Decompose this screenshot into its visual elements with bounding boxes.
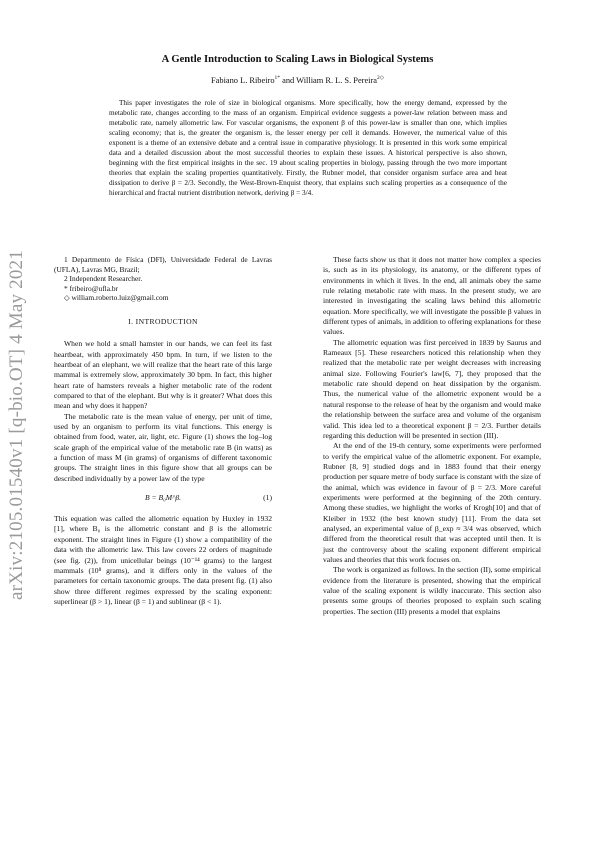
intro-paragraph-1: When we hold a small hamster in our hands, we can feel its fast heartbeat, with approximately 450 bpm. In turn, if we listen to the heartbeat of an elephant, we will realize that the heart rate of this large mammal is extremely slow, approximately 30 bpm. In fact, this higher heart rate of hamsters reveals a higher metabolic rate of the rodent compared to that of the elephant. But why is it greater? What does this mean and why does it happen? <box>54 339 272 411</box>
equation-1 <box>54 490 272 510</box>
equation-body: B = B₀M^β. <box>144 493 182 503</box>
email-2: ◇ william.roberto.luiz@gmail.com <box>64 293 169 303</box>
email-1: * fribeiro@ufla.br <box>64 283 119 293</box>
author-1: Fabiano L. Ribeiro <box>211 75 275 85</box>
author-conjunction: and <box>282 75 295 85</box>
intro-paragraph-2: The metabolic rate is the mean value of energy, per unit of time, used by an organism to perform its vital functions. This energy is obtained from food, water, air, light, etc. Figure (1) shows the log–log scale graph of the empirical value of the metabolic rate B (in watts) as a function of mass M (in grams) of organisms of different taxonomic groups. The straight lines in this figure show that all groups can be described individually by a power law of the type <box>54 411 272 483</box>
author-line <box>0 75 595 85</box>
author-2-marks: 2◇ <box>377 75 384 81</box>
right-paragraph-1: These facts show us that it does not matter how complex a species is, such as in its physiology, its anatomy, or the different types of environments in which it lives. In the end, all animals obey the same rule relating metabolic rate with mass. In the present study, we are interested in investigating the scaling laws behind this allometric equation. More specifically, we will investigate the possible β values in different types of animals, in addition to offering explanations for these values. <box>323 255 541 337</box>
intro-paragraph-3: This equation was called the allometric equation by Huxley in 1932 [1], where B₀ is the allometric constant and β is the allometric exponent. The straight lines in Figure (1) show a compatibility of the data with the allometric law. This law covers 22 orders of magnitude (see fig. (2)), from unicellular beings (10⁻¹⁴ grams) to the largest mammals (10⁸ grams), and it differs only in the values of the parameters for certain taxonomic groups. The data present fig. (1) also show three different regimes expressed by the scaling exponent: superlinear (β > 1), linear (β = 1) and sublinear (β < 1). <box>54 514 272 606</box>
section-heading: I. INTRODUCTION <box>128 316 198 326</box>
author-1-marks: 1* <box>274 75 281 81</box>
abstract: This paper investigates the role of size in biological organisms. More specifically, how the energy demand, expressed by the metabolic rate, changes according to the mass of an organism. Empirical evidence suggests a power-law relation between mass and metabolic rate, namely allometric law. For vascular organisms, the exponent β of this power-law is smaller than one, which implies scaling economy; that is, the greater the organism is, the lesser energy per cell it demands. However, the numerical value of this exponent is a theme of an extensive debate and a central issue in comparative physiology. It is presented in this work some empirical data and a detailed discussion about the most successful theories to explain these issues. A historical perspective is also shown, beginning with the first empirical insights in the sec. 19 about scaling properties in biology, passing through the two more important theories that explain the scaling properties quantitatively. Firstly, the Rubner model, that consider organism surface area and heat dissipation to derive β = 2/3. Secondly, the West-Brown-Enquist theory, that explains such scaling properties as a consequence of the hierarchical and fractal nutrient distribution network, deriving β = 3/4. <box>109 99 507 197</box>
affiliations <box>54 255 272 303</box>
paper-title: A Gentle Introduction to Scaling Laws in Biological Systems <box>161 54 434 65</box>
right-paragraph-2: The allometric equation was first perceived in 1839 by Saurus and Rameaux [5]. These researchers noticed this relationship when they realized that the metabolic rate per weight decreases with increasing animal size. Following Fourier's law[6, 7], they proposed that the metabolic rate should depend on heat dissipation by the organism. Thus, the numerical value of the allometric exponent would be a natural response to the release of heat by the organism and would make the relationship between the surface area and volume of the organism valid. This idea led to a theoretical exponent β = 2/3. Further details regarding this deduction will be presented in section (III). <box>323 337 541 440</box>
equation-number: (1) <box>263 493 272 503</box>
right-paragraph-4: The work is organized as follows. In the section (II), some empirical evidence from the literature is presented, showing that the empirical value of the scaling exponent is wildly inaccurate. This section also presents some groups of theories proposed to explain such scaling properties. The section (III) presents a model that explains <box>323 565 541 616</box>
affiliation-2: 2 Independent Researcher. <box>64 274 143 284</box>
left-column <box>54 255 272 607</box>
right-paragraph-3: At the end of the 19-th century, some experiments were performed to verify the empirical value of the allometric exponent. For example, Rubner [8, 9] studied dogs and in 1883 found that their energy production per square metre of body surface is constant with the size of the animal, which was evidence in favour of β = 2/3. More careful experiments were performed at the beginning of the 20th century. Among these studies, we highlight the works of Krogh[10] and that of Kleiber in 1932 (the best known study) [11]. From the data set analysed, an experimental value of β_exp ≈ 3/4 was observed, which differed from the theoretical result that was accepted until then. It is just the controversy about the scaling exponent different empirical values and theories that this work focuses on. <box>323 441 541 564</box>
affiliation-1: 1 Departmento de Física (DFI), Universidade Federal de Lavras (UFLA), Lavras MG, Brazil; <box>54 255 272 274</box>
right-column <box>323 255 541 617</box>
author-2: William R. L. S. Pereira <box>296 75 377 85</box>
arxiv-identifier-stamp: arXiv:2105.01540v1 [q-bio.OT] 4 May 2021 <box>6 250 27 600</box>
